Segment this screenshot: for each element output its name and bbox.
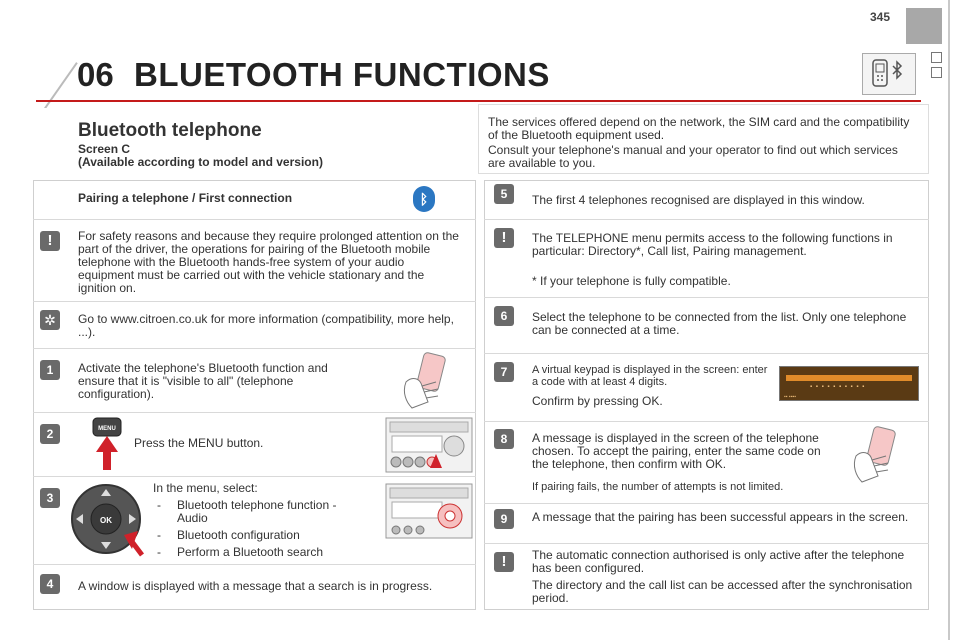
- tab-square-1: [931, 52, 942, 63]
- safety-text: For safety reasons and because they require prolonged attention on the part of the driver, the operations for pairing of the Bluetooth mobile telephone with the Bluetooth hands-free system of your audio equipment must be carried out with the vehicle stationary and the ignition on.: [78, 229, 459, 295]
- radio-unit-illustration: [384, 416, 474, 479]
- chapter-tab: [906, 8, 942, 44]
- pairing-title: Pairing a telephone / First connection: [78, 191, 293, 205]
- menu-button-icon: [92, 416, 122, 477]
- keypad-entry-bar: [786, 375, 912, 381]
- step-1-badge: 1: [40, 360, 60, 380]
- keypad-ok: ▪▪ ▪▪▪▪: [784, 394, 797, 400]
- footnote-text: * If your telephone is fully compatible.: [532, 274, 731, 288]
- list-bullet: -: [157, 545, 161, 559]
- intro-text-2: Consult your telephone's manual and your operator to find out which services are available to you.: [488, 143, 898, 170]
- sync-text: The directory and the call list can be accessed after the synchronisation period.: [532, 578, 913, 605]
- telephone-menu-text: The TELEPHONE menu permits access to the following functions in particular: Directory*, Call list, Pairing management.: [532, 231, 893, 258]
- list-bullet: -: [157, 498, 161, 512]
- step6-text: Select the telephone to be connected from the list. Only one telephone can be connected at a time.: [532, 310, 907, 337]
- page-number: 345: [870, 10, 891, 24]
- intro-text-1: The services offered depend on the network, the SIM card and the compatibility of the Bluetooth equipment used.: [488, 115, 910, 142]
- step-8-badge: 8: [494, 429, 514, 449]
- step9-text: A message that the pairing has been successful appears in the screen.: [532, 510, 909, 524]
- step3-item-3: Perform a Bluetooth search: [177, 545, 324, 559]
- section-title: Bluetooth telephone: [78, 120, 262, 141]
- step-9-badge: 9: [494, 509, 514, 529]
- step-3-badge: 3: [40, 488, 60, 508]
- step2-text: Press the MENU button.: [134, 436, 264, 450]
- step5-text: The first 4 telephones recognised are displayed in this window.: [532, 193, 865, 207]
- title-divider: [44, 62, 78, 109]
- step-2-badge: 2: [40, 424, 60, 444]
- screen-label: Screen C: [78, 142, 131, 156]
- title-underline: [36, 100, 921, 102]
- step1-text: Activate the telephone's Bluetooth function and ensure that it is "visible to all" (telephone configuration).: [78, 361, 328, 401]
- page-edge: [948, 0, 950, 640]
- step7-text-a: A virtual keypad is displayed in the screen: enter a code with at least 4 digits.: [532, 364, 768, 388]
- tab-square-2: [931, 67, 942, 78]
- warning-icon: !: [40, 231, 60, 251]
- chapter-number: 06: [77, 56, 114, 93]
- step4-text: A window is displayed with a message that a search is in progress.: [78, 579, 433, 593]
- warning-icon: !: [494, 228, 514, 248]
- availability-note: (Available according to model and version): [78, 155, 323, 169]
- step8-text-b: If pairing fails, the number of attempts is not limited.: [532, 481, 784, 493]
- step3-item-1: Bluetooth telephone function - Audio: [177, 498, 337, 525]
- info-text: Go to www.citroen.co.uk for more information (compatibility, more help, ...).: [78, 312, 454, 339]
- svg-text:OK: OK: [100, 516, 112, 525]
- auto-connection-text: The automatic connection authorised is only active after the telephone has been configured.: [532, 548, 905, 575]
- bluetooth-icon: ᛒ: [413, 186, 435, 212]
- keypad-keys: ▪ ▪ ▪ ▪ ▪ ▪ ▪ ▪ ▪ ▪: [810, 384, 866, 390]
- ok-dial-icon: [70, 479, 146, 564]
- hand-phone-icon: [398, 352, 468, 415]
- step8-text-a: A message is displayed in the screen of the telephone chosen. To accept the pairing, enter the same code on the telephone, then confirm with OK.: [532, 431, 821, 471]
- step-7-badge: 7: [494, 362, 514, 382]
- warning-icon: !: [494, 552, 514, 572]
- step-4-badge: 4: [40, 574, 60, 594]
- svg-text:MENU: MENU: [98, 426, 116, 432]
- step3-item-2: Bluetooth configuration: [177, 528, 300, 542]
- step-6-badge: 6: [494, 306, 514, 326]
- virtual-keypad-screen: [779, 366, 919, 401]
- step3-intro: In the menu, select:: [153, 481, 258, 495]
- info-icon: ✲: [40, 310, 60, 330]
- step-5-badge: 5: [494, 184, 514, 204]
- step7-text-b: Confirm by pressing OK.: [532, 394, 663, 408]
- radio-unit-illustration-2: [384, 482, 474, 545]
- list-bullet: -: [157, 528, 161, 542]
- chapter-title: BLUETOOTH FUNCTIONS: [134, 56, 550, 93]
- hand-phone-icon: [848, 426, 918, 489]
- phone-bluetooth-icon: [862, 53, 916, 95]
